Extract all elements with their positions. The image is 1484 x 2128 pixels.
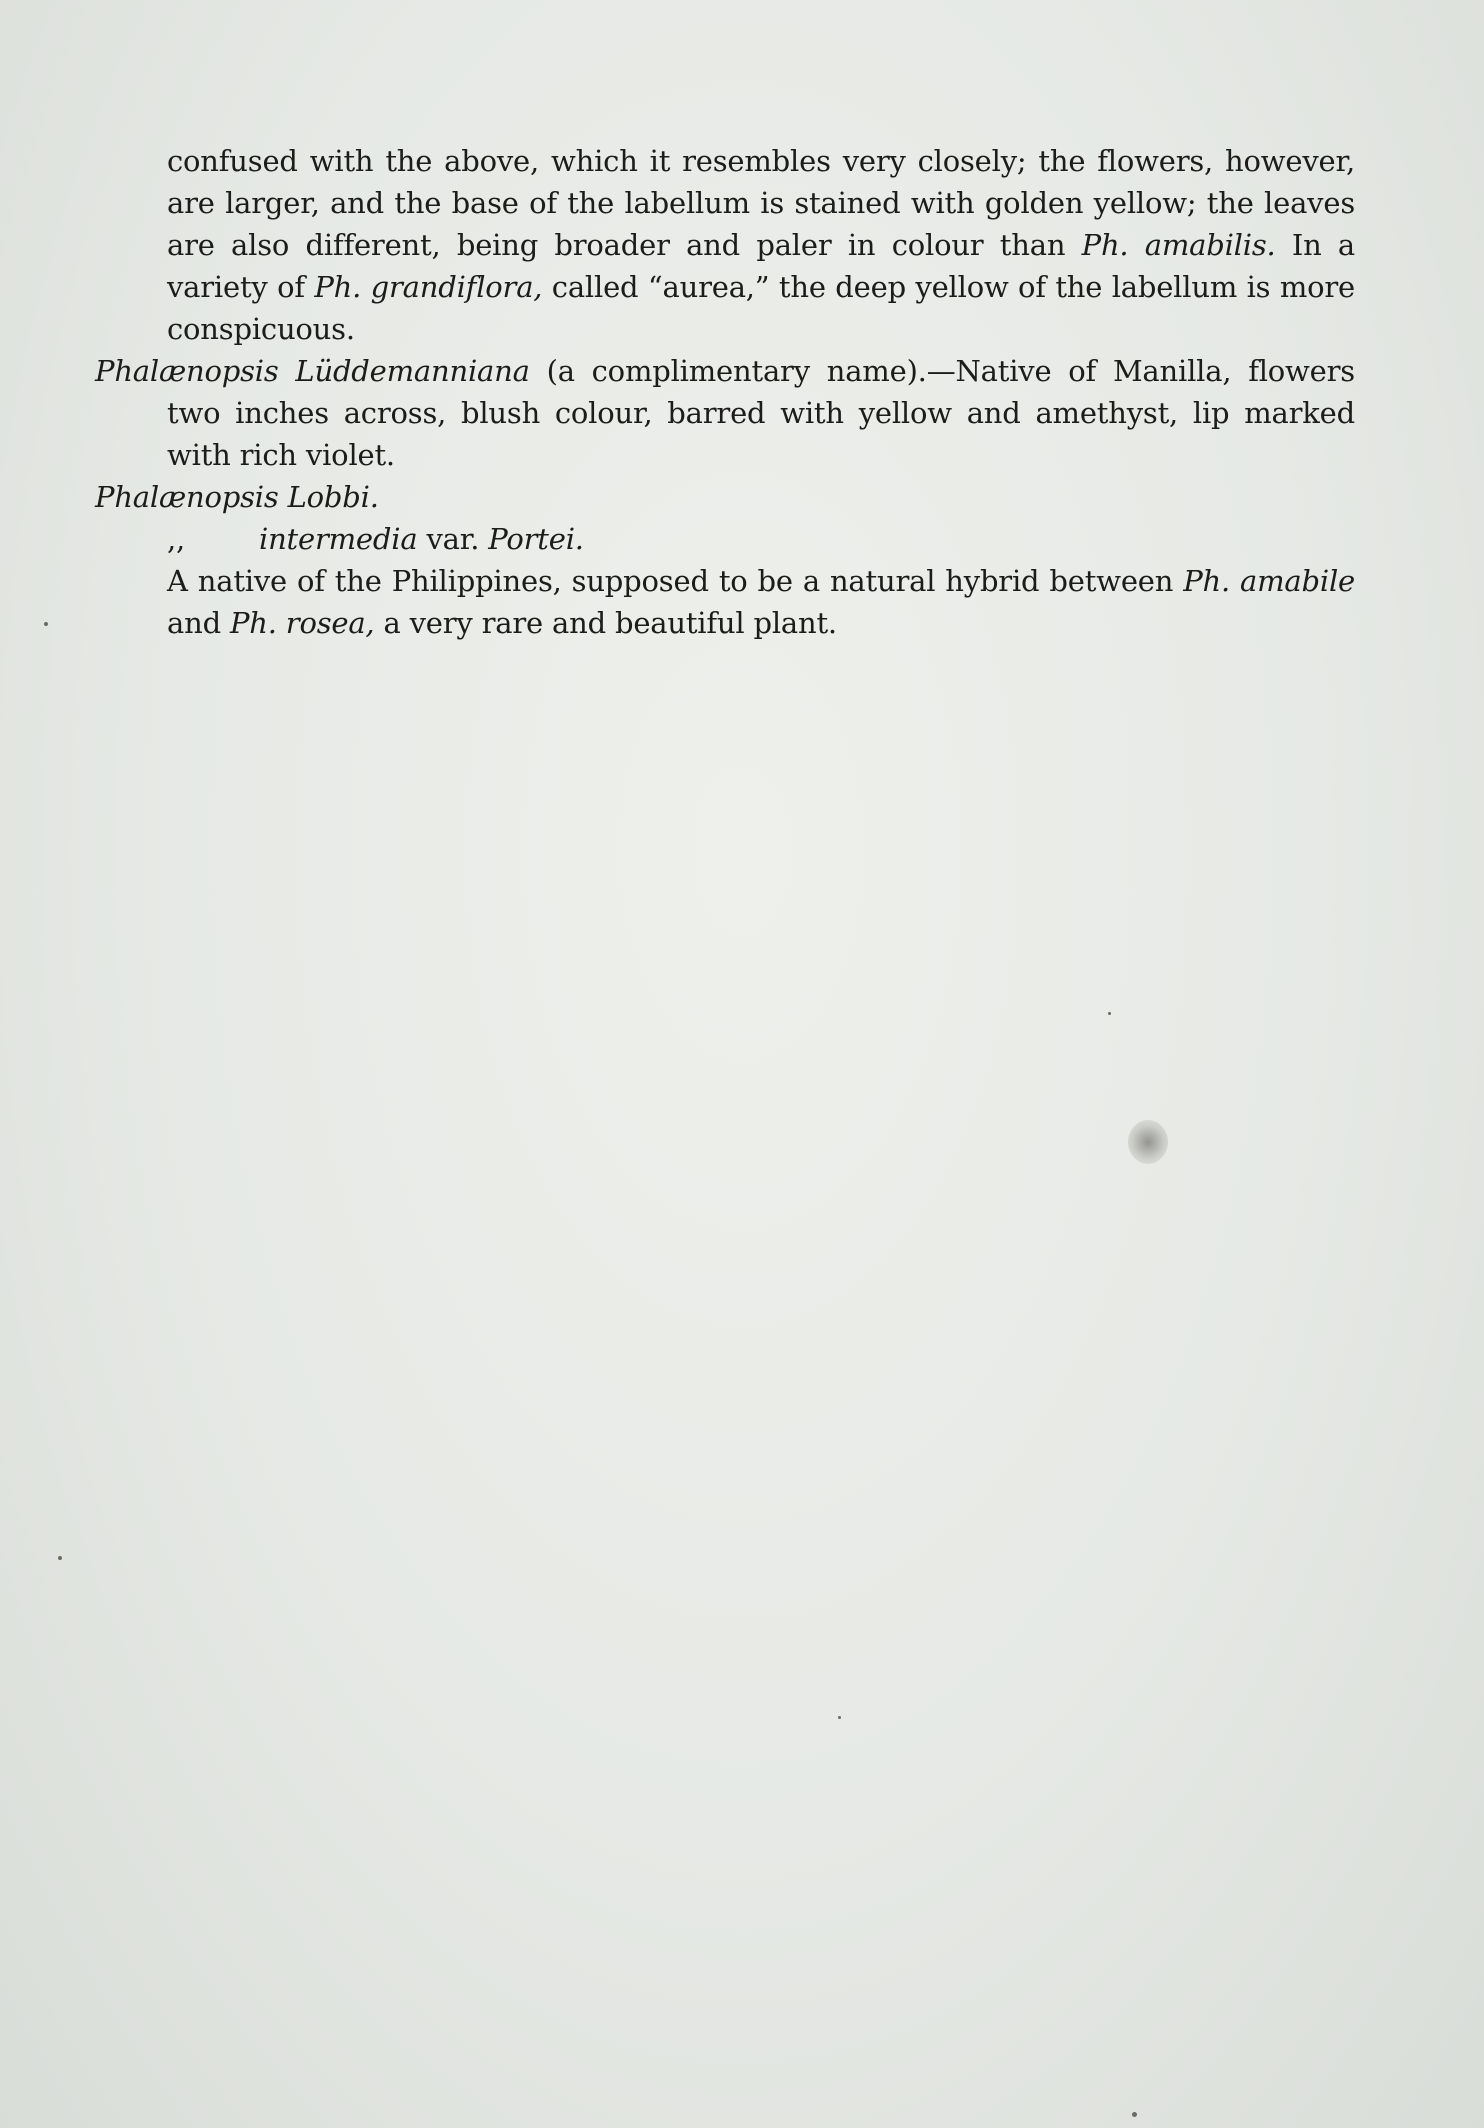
entry-lobbi-description: [95, 560, 1355, 644]
paper-speck: [58, 1556, 62, 1560]
variety-italic: intermedia: [259, 522, 418, 556]
entry2-species-name: Phalænopsis Lobbi.: [95, 480, 379, 514]
page-text: [95, 140, 1355, 644]
entry2-desc-text-3: a very rare and beautiful plant.: [374, 606, 837, 640]
paragraph-continuation: [95, 140, 1355, 350]
entry2-desc-text: A native of the Philippines, supposed to be a natural hybrid between: [167, 564, 1184, 598]
paper-speck: [1108, 1012, 1111, 1015]
entry-lobbi-heading: [95, 476, 1355, 518]
entry2-desc-italic-2: Ph. rosea,: [229, 606, 375, 640]
entry-variety-line: [95, 518, 1355, 560]
ink-blot-mark: [1128, 1120, 1168, 1164]
entry2-desc-italic: Ph. amabile: [1183, 564, 1356, 598]
variety-text: var.: [417, 522, 489, 556]
ditto-mark: ,,: [167, 522, 186, 556]
para1-text-3: called “aurea,” the deep yellow of the labellum is more conspicuous.: [167, 270, 1356, 346]
entry-luddemanniana: [95, 350, 1355, 476]
paper-speck: [1132, 2112, 1137, 2117]
para1-text-2: In a variety of: [167, 228, 1356, 304]
para1-text: confused with the above, which it resembles very closely; the flowers, however, are larger, and the base of the labellum is stained with golden yellow; the leaves are also different, being broader and paler in colour than: [167, 144, 1355, 262]
paper-speck: [838, 1716, 841, 1719]
entry1-species-name: Phalænopsis Lüddemanniana: [95, 354, 530, 388]
entry1-description: (a complimentary name).—Native of Manilla, flowers two inches across, blush colour, barred with yellow and amethyst, lip marked with rich violet.: [167, 354, 1355, 472]
para1-italic-species-2: Ph. grandiflora,: [314, 270, 543, 304]
paper-speck: [44, 622, 48, 626]
para1-italic-species: Ph. amabilis.: [1081, 228, 1276, 262]
variety-name: Portei.: [488, 522, 584, 556]
entry2-desc-text-2: and: [167, 606, 230, 640]
